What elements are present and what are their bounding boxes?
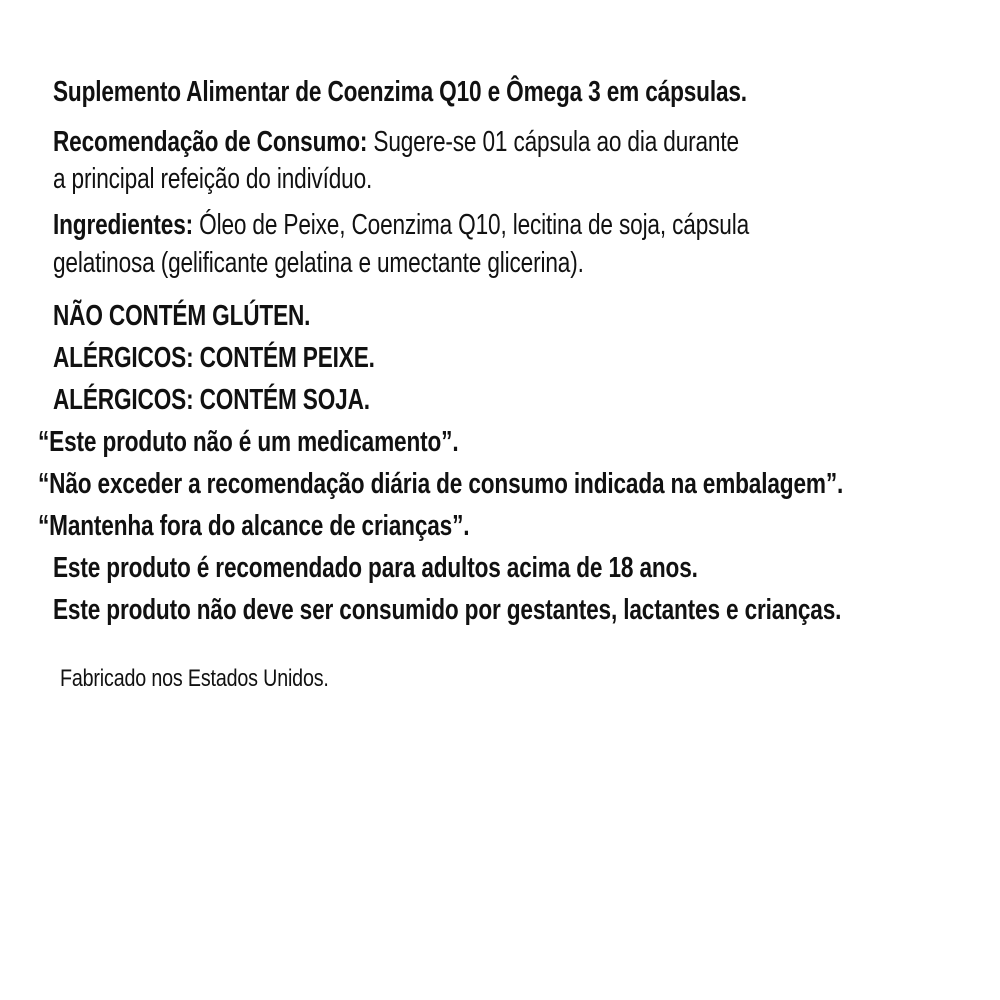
recommendation-line-2: a principal refeição do indivíduo. bbox=[53, 163, 373, 195]
recommendation-line-1 bbox=[53, 124, 739, 160]
recommendation-text-1: Sugere-se 01 cápsula ao dia durante bbox=[367, 126, 739, 158]
origin-text: Fabricado nos Estados Unidos. bbox=[60, 665, 329, 692]
allergen-fish: ALÉRGICOS: CONTÉM PEIXE. bbox=[53, 342, 375, 374]
gluten-notice: NÃO CONTÉM GLÚTEN. bbox=[53, 300, 311, 332]
note-adults: Este produto é recomendado para adultos acima de 18 anos. bbox=[53, 552, 698, 584]
warning-not-medicine: “Este produto não é um medicamento”. bbox=[38, 426, 459, 458]
ingredients-line-2: gelatinosa (gelificante gelatina e umectante glicerina). bbox=[53, 247, 584, 279]
ingredients-text-1: Óleo de Peixe, Coenzima Q10, lecitina de soja, cápsula bbox=[193, 209, 749, 241]
ingredients-heading: Ingredientes: bbox=[53, 209, 194, 241]
warning-children: “Mantenha fora do alcance de crianças”. bbox=[38, 510, 470, 542]
product-title: Suplemento Alimentar de Coenzima Q10 e Ômega 3 em cápsulas. bbox=[53, 76, 747, 108]
warning-dosage: “Não exceder a recomendação diária de consumo indicada na embalagem”. bbox=[38, 468, 844, 500]
ingredients-line-1 bbox=[53, 207, 749, 243]
note-restrictions: Este produto não deve ser consumido por gestantes, lactantes e crianças. bbox=[53, 594, 842, 626]
allergen-soy: ALÉRGICOS: CONTÉM SOJA. bbox=[53, 384, 370, 416]
recommendation-heading: Recomendação de Consumo: bbox=[53, 126, 368, 158]
